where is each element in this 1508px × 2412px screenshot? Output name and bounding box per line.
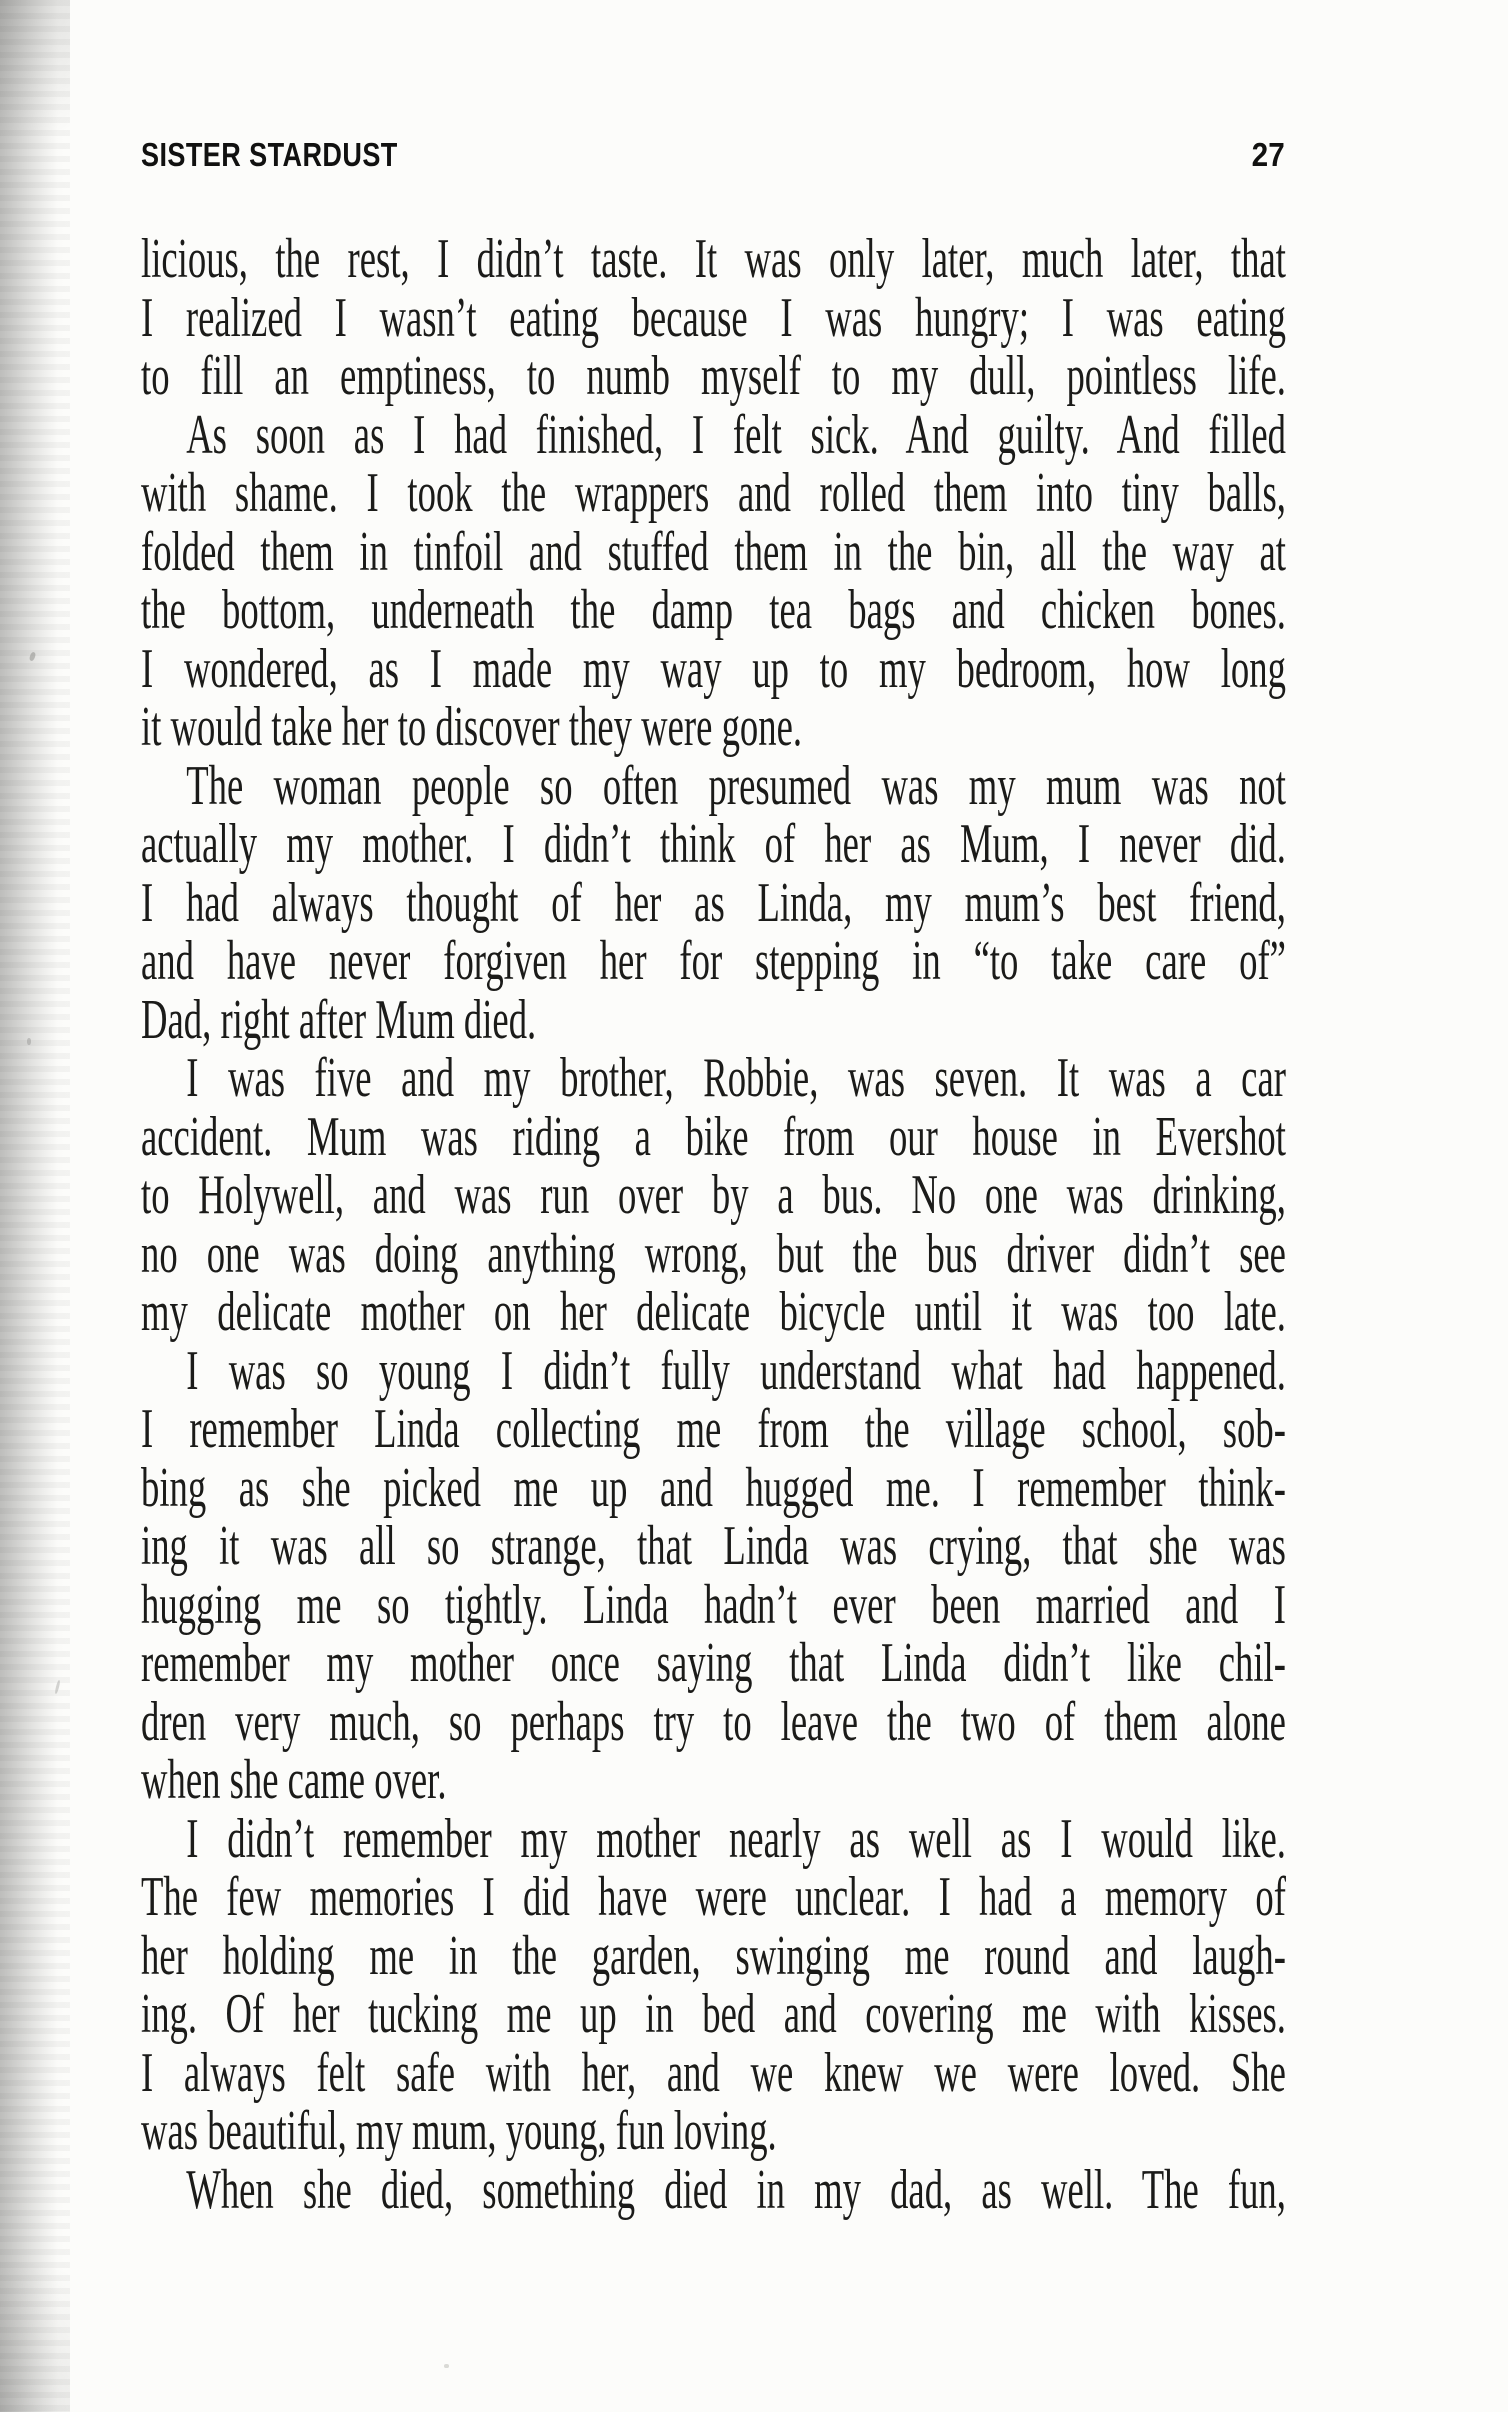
text-line: I had always thought of her as Linda, my mum’s best friend, xyxy=(141,871,1286,934)
text-line: I didn’t remember my mother nearly as well as I would like. xyxy=(186,1807,1286,1870)
text-line: ing. Of her tucking me up in bed and covering me with kisses. xyxy=(141,1983,1286,2045)
book-edge-shadow xyxy=(0,0,70,2412)
text-line: folded them in tinfoil and stuffed them in the bin, all the way at xyxy=(141,520,1286,583)
text-line: the bottom, underneath the damp tea bags and chicken bones. xyxy=(141,579,1286,641)
text-line: I realized I wasn’t eating because I was hungry; I was eating xyxy=(141,286,1286,349)
text-line: accident. Mum was riding a bike from our house in Evershot xyxy=(141,1105,1286,1168)
text-line: As soon as I had finished, I felt sick. And guilty. And filled xyxy=(186,403,1286,466)
page-text xyxy=(141,230,1286,2219)
text-line: bing as she picked me up and hugged me. I remember think- xyxy=(141,1456,1286,1519)
text-line: and have never forgiven her for stepping in “to take care of” xyxy=(141,930,1286,992)
scan-speck xyxy=(27,1038,31,1045)
text-line: to fill an emptiness, to numb myself to my dull, pointless life. xyxy=(141,345,1286,407)
text-line: When she died, something died in my dad, as well. The fun, xyxy=(186,2158,1286,2221)
text-line: licious, the rest, I didn’t taste. It was only later, much later, that xyxy=(141,228,1286,290)
text-line: remember my mother once saying that Linda didn’t like chil- xyxy=(141,1632,1286,1694)
text-line: Dad, right after Mum died. xyxy=(141,988,537,1051)
text-line: ing it was all so strange, that Linda was crying, that she was xyxy=(141,1515,1286,1577)
text-line: dren very much, so perhaps try to leave the two of them alone xyxy=(141,1690,1286,1753)
text-line: The woman people so often presumed was my mum was not xyxy=(186,754,1286,817)
text-line: no one was doing anything wrong, but the bus driver didn’t see xyxy=(141,1222,1286,1285)
text-line: The few memories I did have were unclear. I had a memory of xyxy=(141,1866,1286,1928)
page-number: 27 xyxy=(1251,136,1285,173)
running-header: SISTER STARDUST xyxy=(141,136,398,173)
text-line: to Holywell, and was run over by a bus. No one was drinking, xyxy=(141,1164,1286,1226)
text-line: I wondered, as I made my way up to my bedroom, how long xyxy=(141,637,1286,700)
text-line: I remember Linda collecting me from the village school, sob- xyxy=(141,1398,1286,1460)
text-line: her holding me in the garden, swinging me round and laugh- xyxy=(141,1924,1286,1987)
text-line: with shame. I took the wrappers and rolled them into tiny balls, xyxy=(141,462,1286,524)
text-line: I was five and my brother, Robbie, was seven. It was a car xyxy=(186,1047,1286,1109)
scan-speck xyxy=(444,2364,449,2368)
text-line: I always felt safe with her, and we knew we were loved. She xyxy=(141,2041,1286,2104)
text-line: I was so young I didn’t fully understand what had happened. xyxy=(186,1339,1286,1402)
text-line: when she came over. xyxy=(141,1749,447,1811)
text-line: actually my mother. I didn’t think of her as Mum, I never did. xyxy=(141,813,1286,875)
text-line: hugging me so tightly. Linda hadn’t ever been married and I xyxy=(141,1573,1286,1636)
text-line: was beautiful, my mum, young, fun loving. xyxy=(141,2100,777,2162)
text-line: it would take her to discover they were gone. xyxy=(141,696,803,758)
text-line: my delicate mother on her delicate bicycle until it was too late. xyxy=(141,1281,1286,1343)
